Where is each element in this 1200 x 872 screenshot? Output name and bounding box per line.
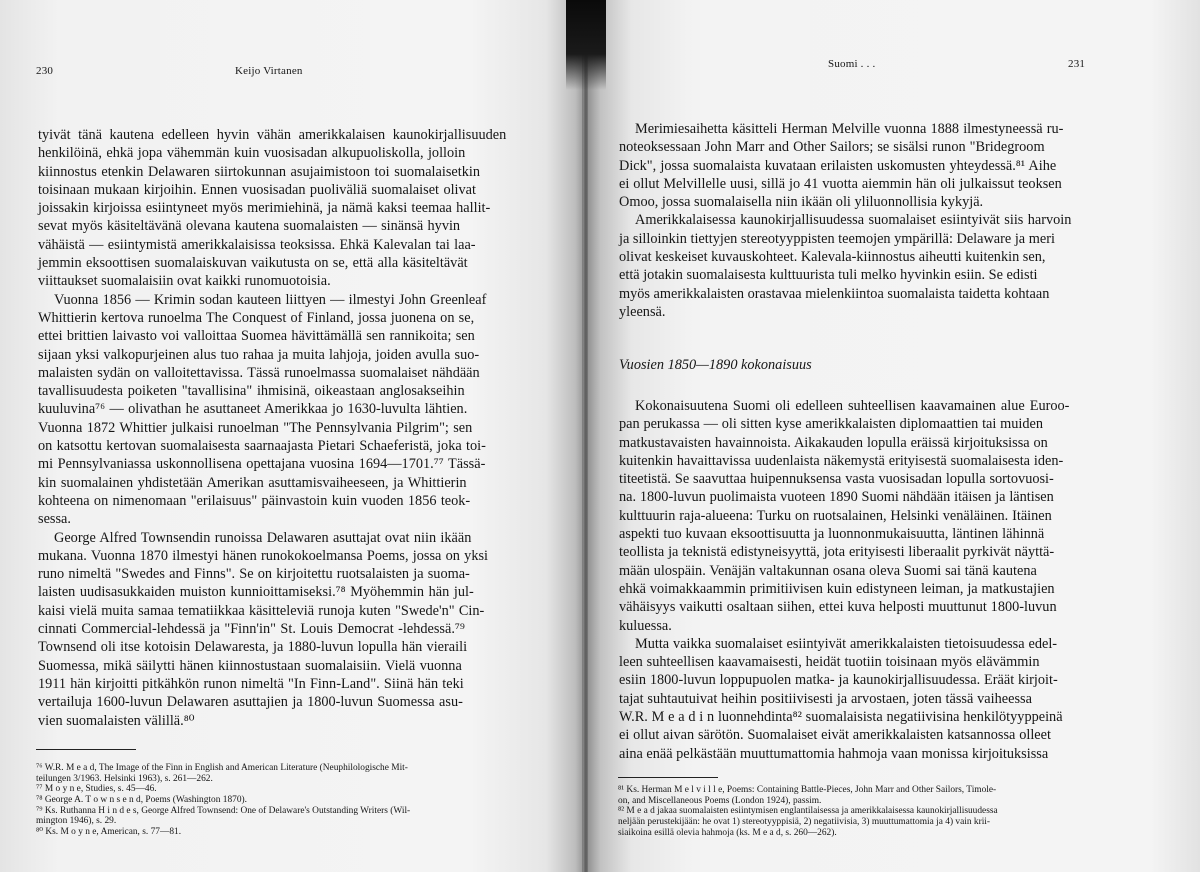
text-line: George Alfred Townsendin runoissa Delawaren asuttajat ovat niin ikään	[54, 529, 472, 546]
running-head-right: Suomi . . .	[828, 58, 876, 70]
text-line: Mutta vaikka suomalaiset esiintyivät amerikkalaisten tietoisuudessa edel-	[635, 635, 1058, 652]
text-line: titeetistä. Se saavuttaa huipennuksensa vasta vuosisadan lopulla sortovuosi-	[619, 471, 1054, 488]
section-heading: Vuosien 1850—1890 kokonaisuus	[619, 357, 812, 373]
text-line: kuitenkin havaittavissa uudenlaista näkemystä erityisestä suomalaisesta iden-	[619, 452, 1064, 469]
page-number-right: 231	[1068, 58, 1086, 70]
text-line: henkilöinä, ehkä jopa vähemmän kuin vuosisadan alkupuoliskolla, jolloin	[38, 145, 466, 162]
page-number-left: 230	[36, 65, 54, 77]
text-line: 1911 hän kirjoitti pitkähkön runon nimeltä "In Finn-Land". Siinä hän teki	[38, 675, 464, 692]
footnote-line: ⁷⁶ W.R. M e a d, The Image of the Finn in English and American Literature (Neuphilologische Mit-	[36, 763, 408, 773]
text-line: W.R. M e a d i n luonnehdinta⁸² suomalaisista negatiivisina henkilötyyppeinä	[619, 709, 1063, 726]
text-line: Dick", jossa suomalaista kuvataan erilaisten uskomusten yhteydessä.⁸¹ Aihe	[619, 157, 1057, 174]
text-line: ei ollut aivan särötön. Suomalaiset eivät amerikkalaisten katsannossa olleet	[619, 727, 1051, 744]
text-line: Whittierin kertova runoelma The Conquest of Finland, jossa juonena on se,	[38, 309, 475, 326]
book-spine-line	[584, 0, 588, 872]
text-line: Kokonaisuutena Suomi oli edelleen suhteellisen kaavamainen alue Euroo-	[635, 398, 1070, 414]
left-page	[0, 0, 587, 872]
text-line: vertailuja 1600-luvun Delawaren asuttajien ja 1800-luvun Suomessa asu-	[38, 694, 463, 711]
text-line: myös amerikkalaisten orastavaa mielenkiintoa suomalaista taidetta kohtaan	[619, 285, 1050, 302]
text-line: Omoo, jossa suomalaisella niin ikään oli yliluonnollisia kykyjä.	[619, 194, 984, 211]
text-line: teollista ja teknistä edistyneisyyttä, jota erityisesti liberaalit pyrkivät näyttä-	[619, 544, 1055, 561]
footnote-line: ⁸¹ Ks. Herman M e l v i l l e, Poems: Containing Battle-Pieces, John Marr and Other Sailors, Timole-	[618, 785, 997, 795]
text-line: mi Pennsylvaniassa uskonnollisena opettajana vuosina 1694—1701.⁷⁷ Tässä-	[38, 456, 486, 473]
left-footnotes	[36, 763, 410, 838]
text-line: tyivät tänä kautena edelleen hyvin vähän amerikkalaisen kaunokirjallisuuden	[38, 127, 507, 143]
text-line: tajat suhtautuivat heihin positiivisesti ja arvostaen, joten tässä vaiheessa	[619, 690, 1032, 707]
text-line: Amerikkalaisessa kaunokirjallisuudessa suomalaiset esiintyivät siis harvoin	[635, 212, 1072, 229]
text-line: ehkä voimakkaammin primitiivisen kuin edistyneen leiman, ja matkustajien	[619, 580, 1055, 597]
footnote-line: ⁷⁷ M o y n e, Studies, s. 45—46.	[36, 784, 157, 795]
text-line: mukana. Vuonna 1870 ilmestyi hänen runokokoelmansa Poems, jossa on yksi	[38, 547, 489, 564]
right-body-text-top	[619, 120, 1071, 321]
text-line: viittaukset suomalaisiin ovat kaikki runomuotoisia.	[38, 273, 331, 290]
footnote-line: siaikoina esillä olevia hahmoja (ks. M e a d, s. 260—262).	[618, 827, 837, 838]
footnote-line: ⁸² M e a d jakaa suomalaisten esiintymisen englantilaisessa ja amerikkalaisessa kaunokirjallisuudessa	[618, 806, 998, 817]
text-line: Vuonna 1856 — Krimin sodan kauteen liittyen — ilmestyi John Greenleaf	[54, 291, 487, 308]
text-line: malaisten sydän on valloitettavissa. Tässä runoelmassa suomalaiset nähdään	[38, 364, 480, 381]
text-line: pan perukassa — oli sitten kyse amerikkalaisten diplomaattien tai muiden	[619, 416, 1044, 433]
text-line: Vuonna 1872 Whittier julkaisi runoelman "The Pennsylvania Pilgrim"; sen	[38, 419, 473, 436]
book-spine-shadow	[566, 0, 606, 90]
text-line: yleensä.	[619, 303, 666, 320]
text-line: toisinaan mukaan kirjoihin. Ennen vuosisadan puoliväliä suomalaiset olivat	[38, 181, 476, 198]
text-line: on katsottu kertovan suomalaisesta saarnaajasta Pietari Schaeferistä, joka toi-	[38, 438, 486, 455]
text-line: sevat myös käsiteltävänä olevana kautena suomalaisten — sinänsä hyvin	[38, 218, 461, 235]
text-line: joissakin kirjoissa esiintyneet myös merimiehinä, ja nämä kaksi teemaa hallit-	[38, 200, 491, 217]
text-line: kohteena on nimenomaan "erilaisuus" päinvastoin kuin vuoden 1856 teok-	[38, 492, 471, 509]
text-line: Merimiesaihetta käsitteli Herman Melville vuonna 1888 ilmestyneessä ru-	[635, 121, 1064, 137]
text-line: vähäisyys vaikutti osaltaan siihen, ettei kuva helposti muuttunut 1800-luvun	[619, 599, 1057, 616]
footnote-line: mington 1946), s. 29.	[36, 816, 117, 827]
text-line: vien suomalaisten välillä.⁸⁰	[38, 712, 195, 729]
text-line: sijaan yksi valkopurjeinen alus tuo rahaa ja muita lahjoja, joiden avulla suo-	[38, 346, 480, 363]
text-line: olivat keskeiset kuvauskohteet. Kalevala-kiinnostus aiheutti kuitenkin sen,	[619, 249, 1046, 266]
text-line: kulttuurin raja-alueena: Turku on ruotsalainen, Helsinki venäläinen. Itäinen	[619, 507, 1052, 524]
text-line: Suomessa, mikä säilytti hänen kiinnostustaan suomalaisiin. Vielä vuonna	[38, 657, 462, 674]
text-line: esiin 1800-luvun loppupuolen matka- ja kaunokirjallisuudessa. Eräät kirjoit-	[619, 672, 1058, 689]
text-line: laisten uudisasukkaiden muiston kunnioittamiseksi.⁷⁸ Myöhemmin hän jul-	[38, 584, 474, 601]
text-line: ei ollut Melvillelle uusi, sillä jo 41 vuotta aiemmin hän oli julkaissut teoksen	[619, 175, 1062, 192]
footnote-line: teilungen 3/1963. Helsinki 1963), s. 261—262.	[36, 773, 213, 784]
text-line: että jotakin suomalaisesta kulttuurista tuli melko hyvinkin esiin. Se edisti	[619, 267, 1038, 284]
text-line: na. 1800-luvun puolimaista vuoteen 1890 Suomi nähdään itäisen ja läntisen	[619, 489, 1054, 506]
footnote-line: ⁷⁸ George A. T o w n s e n d, Poems (Washington 1870).	[36, 795, 247, 806]
footnote-line: neljään perustekijään: he ovat 1) stereotyyppisiä, 2) negatiivisia, 3) muuttumattomia ja 4) vain krii-	[618, 817, 991, 828]
text-line: kuuluvina⁷⁶ — olivathan he asuttaneet Amerikkaa jo 1630-luvulta lähtien.	[38, 401, 468, 418]
text-line: kiinnostus etenkin Delawaren siirtokunnan asujaimistoon toi suomalaisetkin	[38, 163, 480, 180]
running-head-left: Keijo Virtanen	[235, 65, 303, 77]
text-line: leen suhteellisen kaavamaisesti, heidät tuotiin toisinaan myös elävämmin	[619, 654, 1040, 671]
right-page	[582, 0, 1200, 872]
footnote-line: on, and Miscellaneous Poems (London 1924), passim.	[618, 795, 822, 806]
text-line: kin suomalainen yhdistetään Amerikan asuttamisvaiheeseen, ja Whittierin	[38, 474, 467, 491]
right-footnotes	[618, 785, 998, 838]
text-line: aina enää pelkästään muuttumattomia hahmoja vaan monissa kirjoituksissa	[619, 745, 1049, 762]
footnote-rule-right	[618, 777, 718, 778]
text-line: kaisi vielä muita samaa tematiikkaa käsitteleviä runoja kuten "Swede'n" Cin-	[38, 602, 485, 619]
text-line: cinnati Commercial-lehdessä ja "Finn'in" St. Louis Democrat -lehdessä.⁷⁹	[38, 621, 465, 638]
text-line: aspekti tuo kuvaan eksoottisuutta ja luonnonmukaisuutta, läntinen lähinnä	[619, 526, 1045, 543]
text-line: runo nimeltä "Swedes and Finns". Se on kirjoitettu ruotsalaisten ja suoma-	[38, 566, 470, 583]
footnote-line: ⁷⁹ Ks. Ruthanna H i n d e s, George Alfred Townsend: One of Delaware's Outstanding Writers (Wil-	[36, 805, 411, 816]
text-line: ja silloinkin tiettyjen stereotyyppisten teemojen ympärillä: Delaware ja meri	[619, 230, 1055, 247]
text-line: mään ulospäin. Venäjän valtakunnan osana oleva Suomi sai tänä kautena	[619, 562, 1037, 579]
text-line: noteoksessaan John Marr and Other Sailors; se sisälsi runon "Bridegroom	[619, 139, 1045, 156]
text-line: matkustavaisten havainnoista. Aikakauden lopulla eräissä kirjoituksissa on	[619, 434, 1048, 451]
footnote-rule-left	[36, 749, 136, 750]
text-line: vähäistä — esiintymistä amerikkalaisissa teoksissa. Ehkä Kalevalan tai laa-	[38, 236, 476, 253]
left-body-text	[38, 126, 506, 730]
text-line: kuluessa.	[619, 617, 672, 634]
text-line: Townsend oli itse kotoisin Delawaresta, ja 1880-luvun lopulla hän vieraili	[38, 639, 468, 656]
right-body-text-bottom	[619, 397, 1069, 763]
text-line: jemmin eksoottisen suomalaiskuvan vaikutusta on se, että alla käsiteltävät	[38, 255, 468, 272]
text-line: ettei brittien laivasto voi valloittaa Suomea hävittämällä sen rannikoita; sen	[38, 328, 475, 345]
text-line: tavallisuudesta poiketen "tavallisina" ihmisinä, oikeastaan anglosakseihin	[38, 383, 465, 400]
text-line: sessa.	[38, 511, 71, 528]
footnote-line: ⁸⁰ Ks. M o y n e, American, s. 77—81.	[36, 827, 182, 838]
